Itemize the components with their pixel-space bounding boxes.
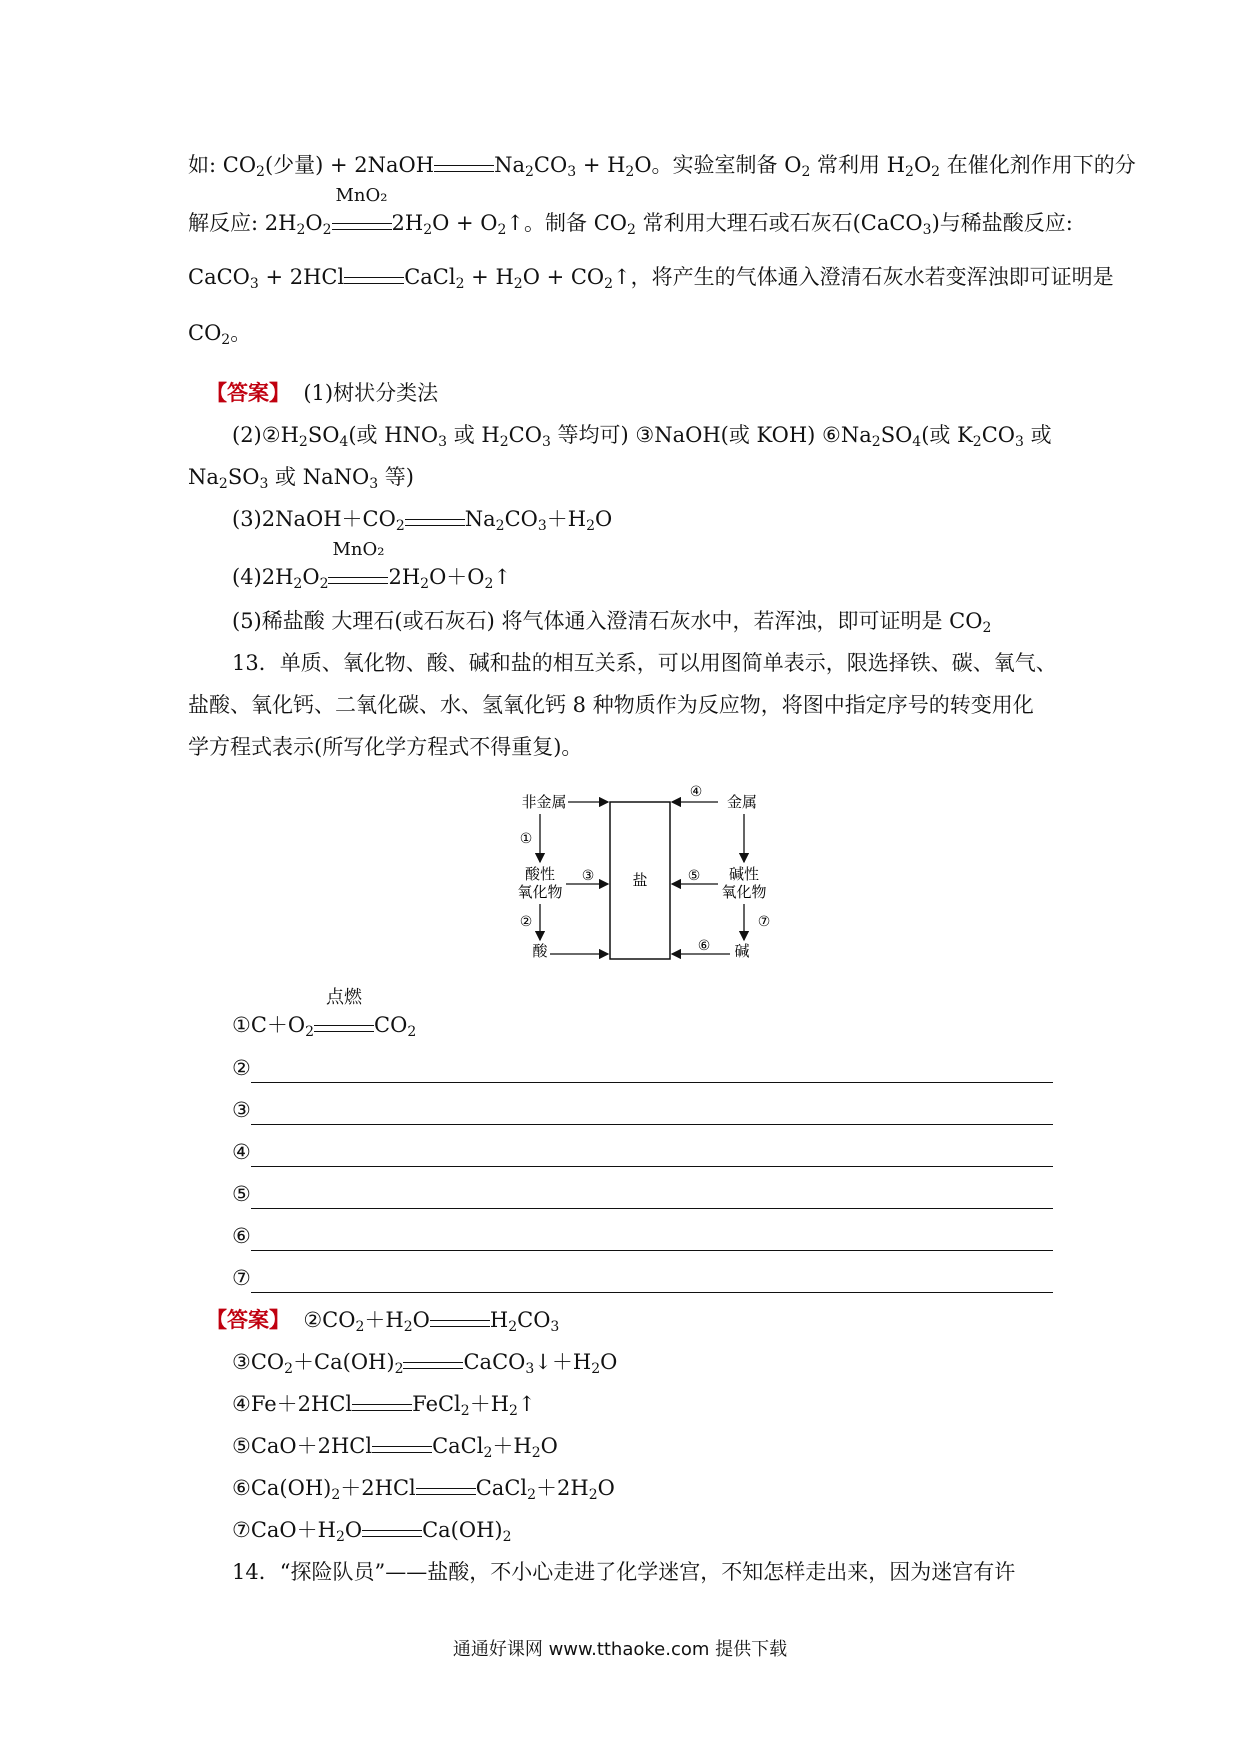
answer-line: $(3)2NaOH+CO_2$ $Na_2CO_3+H_2O$	[232, 507, 613, 534]
answer-label: 【答案】	[206, 1307, 290, 1332]
answer-blank-line: ④	[232, 1137, 1053, 1167]
answer-line: 【答案】 $②CO_2+H_2O$ $H_2CO_3$	[206, 1307, 560, 1335]
text-line: $CO_2$。	[188, 321, 252, 348]
step-1-label: ①	[519, 831, 533, 847]
answer-line: ⑤CaO＋2HCl $CaCl_2+H_2O$	[232, 1434, 558, 1461]
answer-blank[interactable]	[251, 1058, 1053, 1083]
answer-blank[interactable]	[251, 1100, 1053, 1125]
answer-blank[interactable]	[251, 1268, 1053, 1293]
answer-blank-line: ⑦	[232, 1263, 1053, 1293]
step-4-label: ④	[689, 784, 703, 800]
text-line: 如: $CO_2$(少量) + 2NaOH $Na_2CO_3 + H_2O$。实验室制备 $O_2$ 常利用 $H_2O_2$ 在催化剂作用下的分	[188, 153, 1136, 180]
metal-label: 金属	[726, 793, 758, 811]
answer-line: $⑦CaO+H_2O$ $Ca(OH)_2$	[232, 1518, 512, 1545]
answer-line: 【答案】 (1)树状分类法	[206, 380, 439, 405]
answer-line: $③CO_2+Ca(OH)_2$ $CaCO_3↓+H_2O$	[232, 1350, 618, 1377]
acid-oxide-label: 酸性	[524, 865, 556, 883]
answer-blank-line: ②	[232, 1053, 1053, 1083]
text-line: 解反应: $2H_2O_2$ MnO₂ $2H_2O$ + $O_2↑$。制备 $CO_2$ 常利用大理石或石灰石(CaCO$_3$)与稀盐酸反应:	[188, 185, 1073, 238]
answer-blank[interactable]	[251, 1226, 1053, 1251]
answer-blank-line: ⑤	[232, 1179, 1053, 1209]
nonmetal-label: 非金属	[521, 793, 567, 811]
equation-line: $①C+O_2$ 点燃 $CO_2$	[232, 987, 417, 1040]
step-3-label: ③	[581, 868, 595, 884]
answer-line: (5)稀盐酸 大理石(或石灰石) 将气体通入澄清石灰水中，若浑浊，即可证明是 $CO_2$	[232, 609, 992, 636]
question-13-line: 13．单质、氧化物、酸、碱和盐的相互关系，可以用图简单表示，限选择铁、碳、氧气、	[232, 651, 1057, 675]
step-6-label: ⑥	[697, 938, 711, 954]
acid-label: 酸	[532, 942, 548, 960]
answer-blank[interactable]	[251, 1184, 1053, 1209]
basic-oxide-label: 碱性	[728, 865, 760, 883]
answer-line: $⑥Ca(OH)_2+2HCl$ $CaCl_2+2H_2O$	[232, 1476, 615, 1503]
text-line: CaCO$_3$ + 2HCl CaCl$_2$ + $H_2O$ + $CO_2↑$，将产生的气体通入澄清石灰水若变浑浊即可证明是	[188, 265, 1114, 292]
step-2-label: ②	[519, 914, 533, 930]
question-14-line: 14．“探险队员”——盐酸，不小心走进了化学迷宫，不知怎样走出来，因为迷宫有许	[232, 1560, 1016, 1584]
answer-line: $(2)②H_2SO_4$(或 $HNO_3$ 或 $H_2CO_3$ 等均可) ③NaOH(或 KOH) $⑥Na_2SO_4$(或 $K_2CO_3$ 或	[232, 423, 1052, 450]
basic-oxide-label: 氧化物	[721, 883, 767, 901]
answer-blank-line: ⑥	[232, 1221, 1053, 1251]
relation-diagram	[508, 782, 778, 972]
answer-line: ④Fe＋2HCl $FeCl_2+H_2↑$	[232, 1392, 536, 1419]
step-5-label: ⑤	[687, 868, 701, 884]
question-13-line: 学方程式表示(所写化学方程式不得重复)。	[188, 735, 583, 759]
page-footer: 通通好课网 www.tthaoke.com 提供下载	[452, 1639, 788, 1660]
answer-blank[interactable]	[251, 1142, 1053, 1167]
acid-oxide-label: 氧化物	[517, 883, 563, 901]
question-13-line: 盐酸、氧化钙、二氧化碳、水、氢氧化钙 8 种物质作为反应物，将图中指定序号的转变用化	[188, 693, 1034, 717]
answer-label: 【答案】	[206, 380, 290, 405]
step-7-label: ⑦	[757, 914, 771, 930]
answer-line: $Na_2SO_3$ 或 NaNO$_3$ 等)	[188, 465, 414, 492]
base-label: 碱	[734, 942, 750, 960]
answer-blank-line: ③	[232, 1095, 1053, 1125]
salt-label: 盐	[632, 871, 648, 889]
answer-line: $(4)2H_2O_2$ MnO₂ $2H_2O+O_2↑$	[232, 539, 512, 592]
